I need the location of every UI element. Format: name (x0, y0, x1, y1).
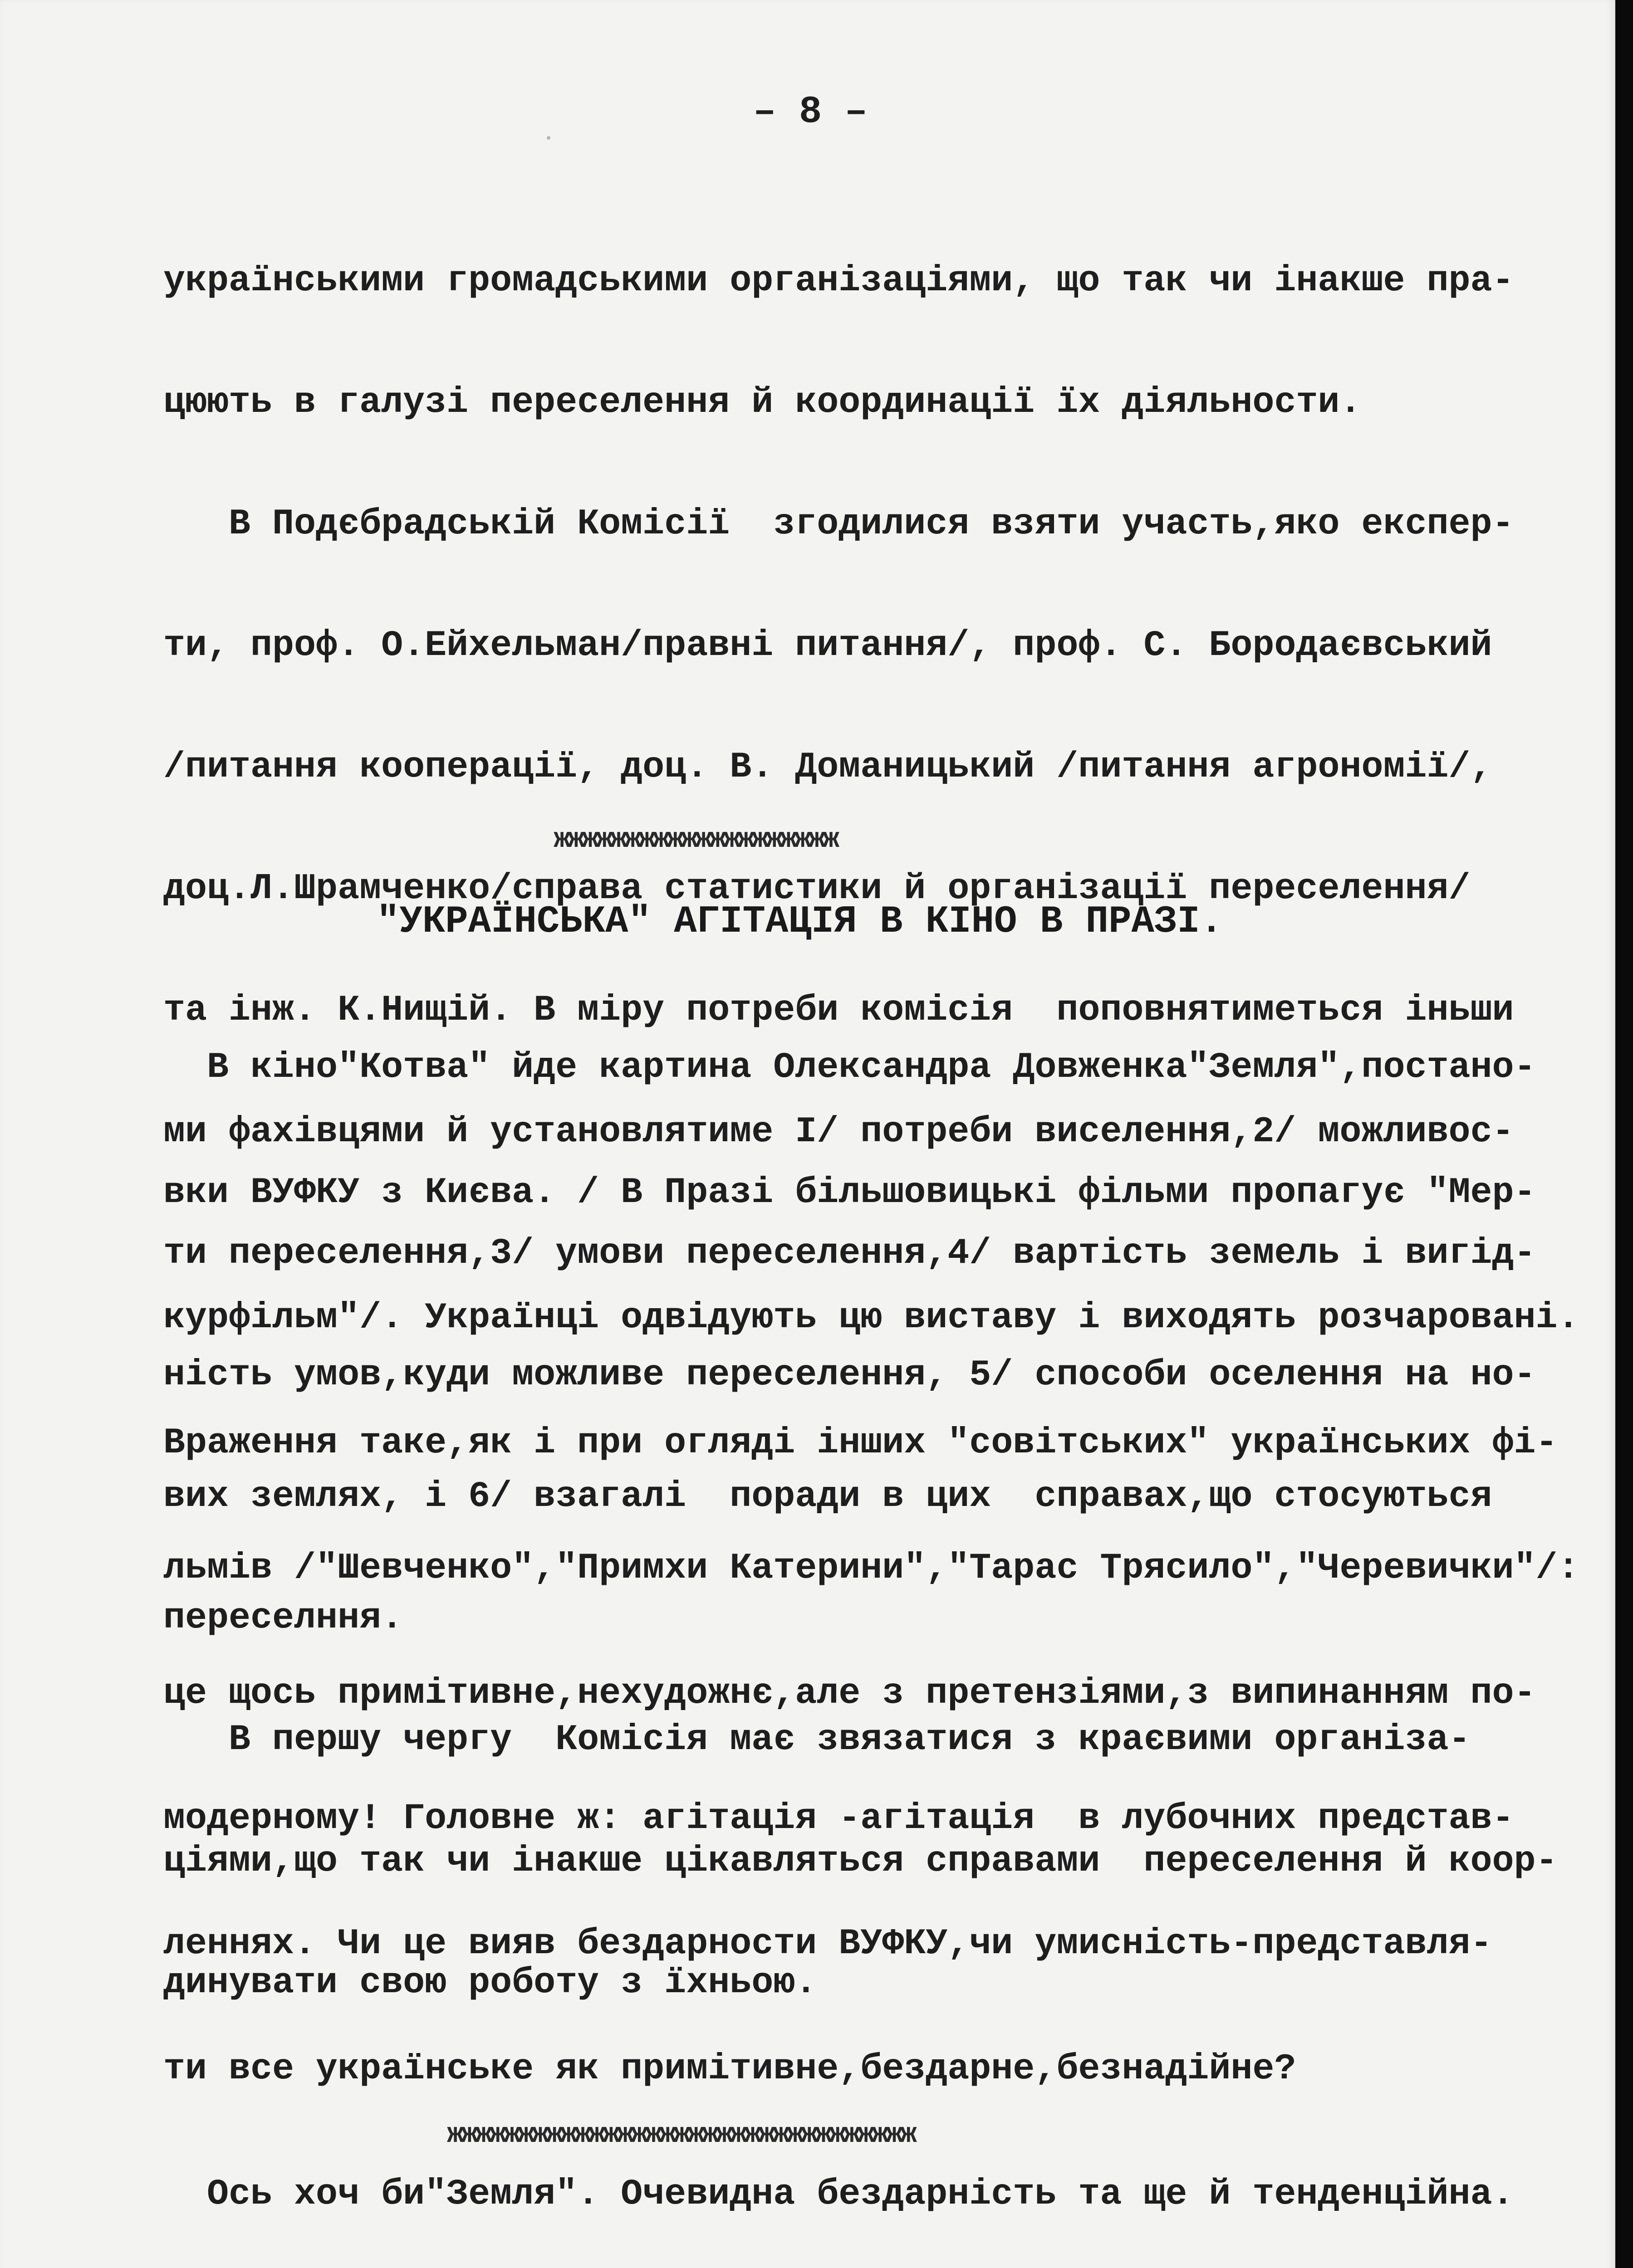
section-separator: жжжжжжжжжжжжжжжжжжжж (554, 823, 837, 855)
scan-border-right (1615, 0, 1633, 2268)
text-line: льмів /"Шевченко","Примхи Катерини","Тарас Трясило","Черевички"/: (163, 1548, 1579, 1589)
text-line: цюють в галузі переселення й координації їх діяльности. (163, 382, 1362, 423)
text-line: В першу чергу Комісія має звязатися з краєвими організа- (163, 1719, 1471, 1760)
text-line: вих землях, і 6/ взагалі поради в цих справах,що стосуються (163, 1476, 1492, 1517)
text-line: В кіно"Котва" йде картина Олександра Довженка"Земля",постано- (163, 1047, 1536, 1088)
section-separator: жжжжжжжжжжжжжжжжжжжжжжжжжжжжжжжжж (447, 2118, 914, 2151)
text-line: це щось примітивне,нехудожнє,але з претензіями,з випинанням по- (163, 1673, 1536, 1714)
text-line: динувати свою роботу з їхньою. (163, 1962, 817, 2004)
text-line: ти все українське як примітивне,бездарне,безнадійне? (163, 2048, 1296, 2090)
text-line: Враження таке,як і при огляді інших "совітських" українських фі- (163, 1422, 1558, 1464)
film-review-paragraphs (163, 964, 1579, 2268)
text-line: вки ВУФКУ з Києва. / В Празі більшовицькі фільми пропагує "Мер- (163, 1172, 1536, 1213)
text-line: курфільм"/. Українці одвідують цю виставу і виходять розчаровані. (163, 1297, 1579, 1339)
text-line: ціями,що так чи інакше цікавляться справами переселення й коор- (163, 1841, 1558, 1882)
text-line: модерному! Головне ж: агітація -агітація в лубочних представ- (163, 1798, 1514, 1839)
ink-speck (547, 136, 550, 140)
text-line: доц.Л.Шрамченко/справа статистики й організації переселення/ (163, 868, 1471, 909)
text-line: ми фахівцями й установлятиме І/ потреби виселення,2/ можливос- (163, 1111, 1514, 1153)
text-line: леннях. Чи це вияв бездарности ВУФКУ,чи умисність-представля- (163, 1923, 1492, 1965)
text-line: та інж. К.Нищій. В міру потреби комісія поповнятиметься іньши (163, 990, 1514, 1031)
text-line: ність умов,куди можливе переселення, 5/ способи оселення на но- (163, 1354, 1536, 1396)
text-line: українськими громадськими організаціями, що так чи інакше пра- (163, 260, 1514, 302)
text-line: /питання кооперації, доц. В. Доманицький /питання агрономії/, (163, 747, 1492, 788)
text-line: В Подєбрадській Комісії згодилися взяти участь,яко експер- (163, 503, 1514, 545)
text-line: ти, проф. О.Ейхельман/правні питання/, проф. С. Бородаєвський (163, 625, 1492, 666)
text-line: переселння. (163, 1598, 403, 1639)
article-heading: "УКРАЇНСЬКА" АГІТАЦІЯ В КІНО В ПРАЗІ. (377, 900, 1223, 943)
text-line: ти переселення,3/ умови переселення,4/ вартість земель і вигід- (163, 1233, 1536, 1274)
page-number: – 8 – (753, 91, 868, 134)
text-line: Ось хоч би"Земля". Очевидна бездарність та ще й тенденційна. (163, 2174, 1514, 2215)
